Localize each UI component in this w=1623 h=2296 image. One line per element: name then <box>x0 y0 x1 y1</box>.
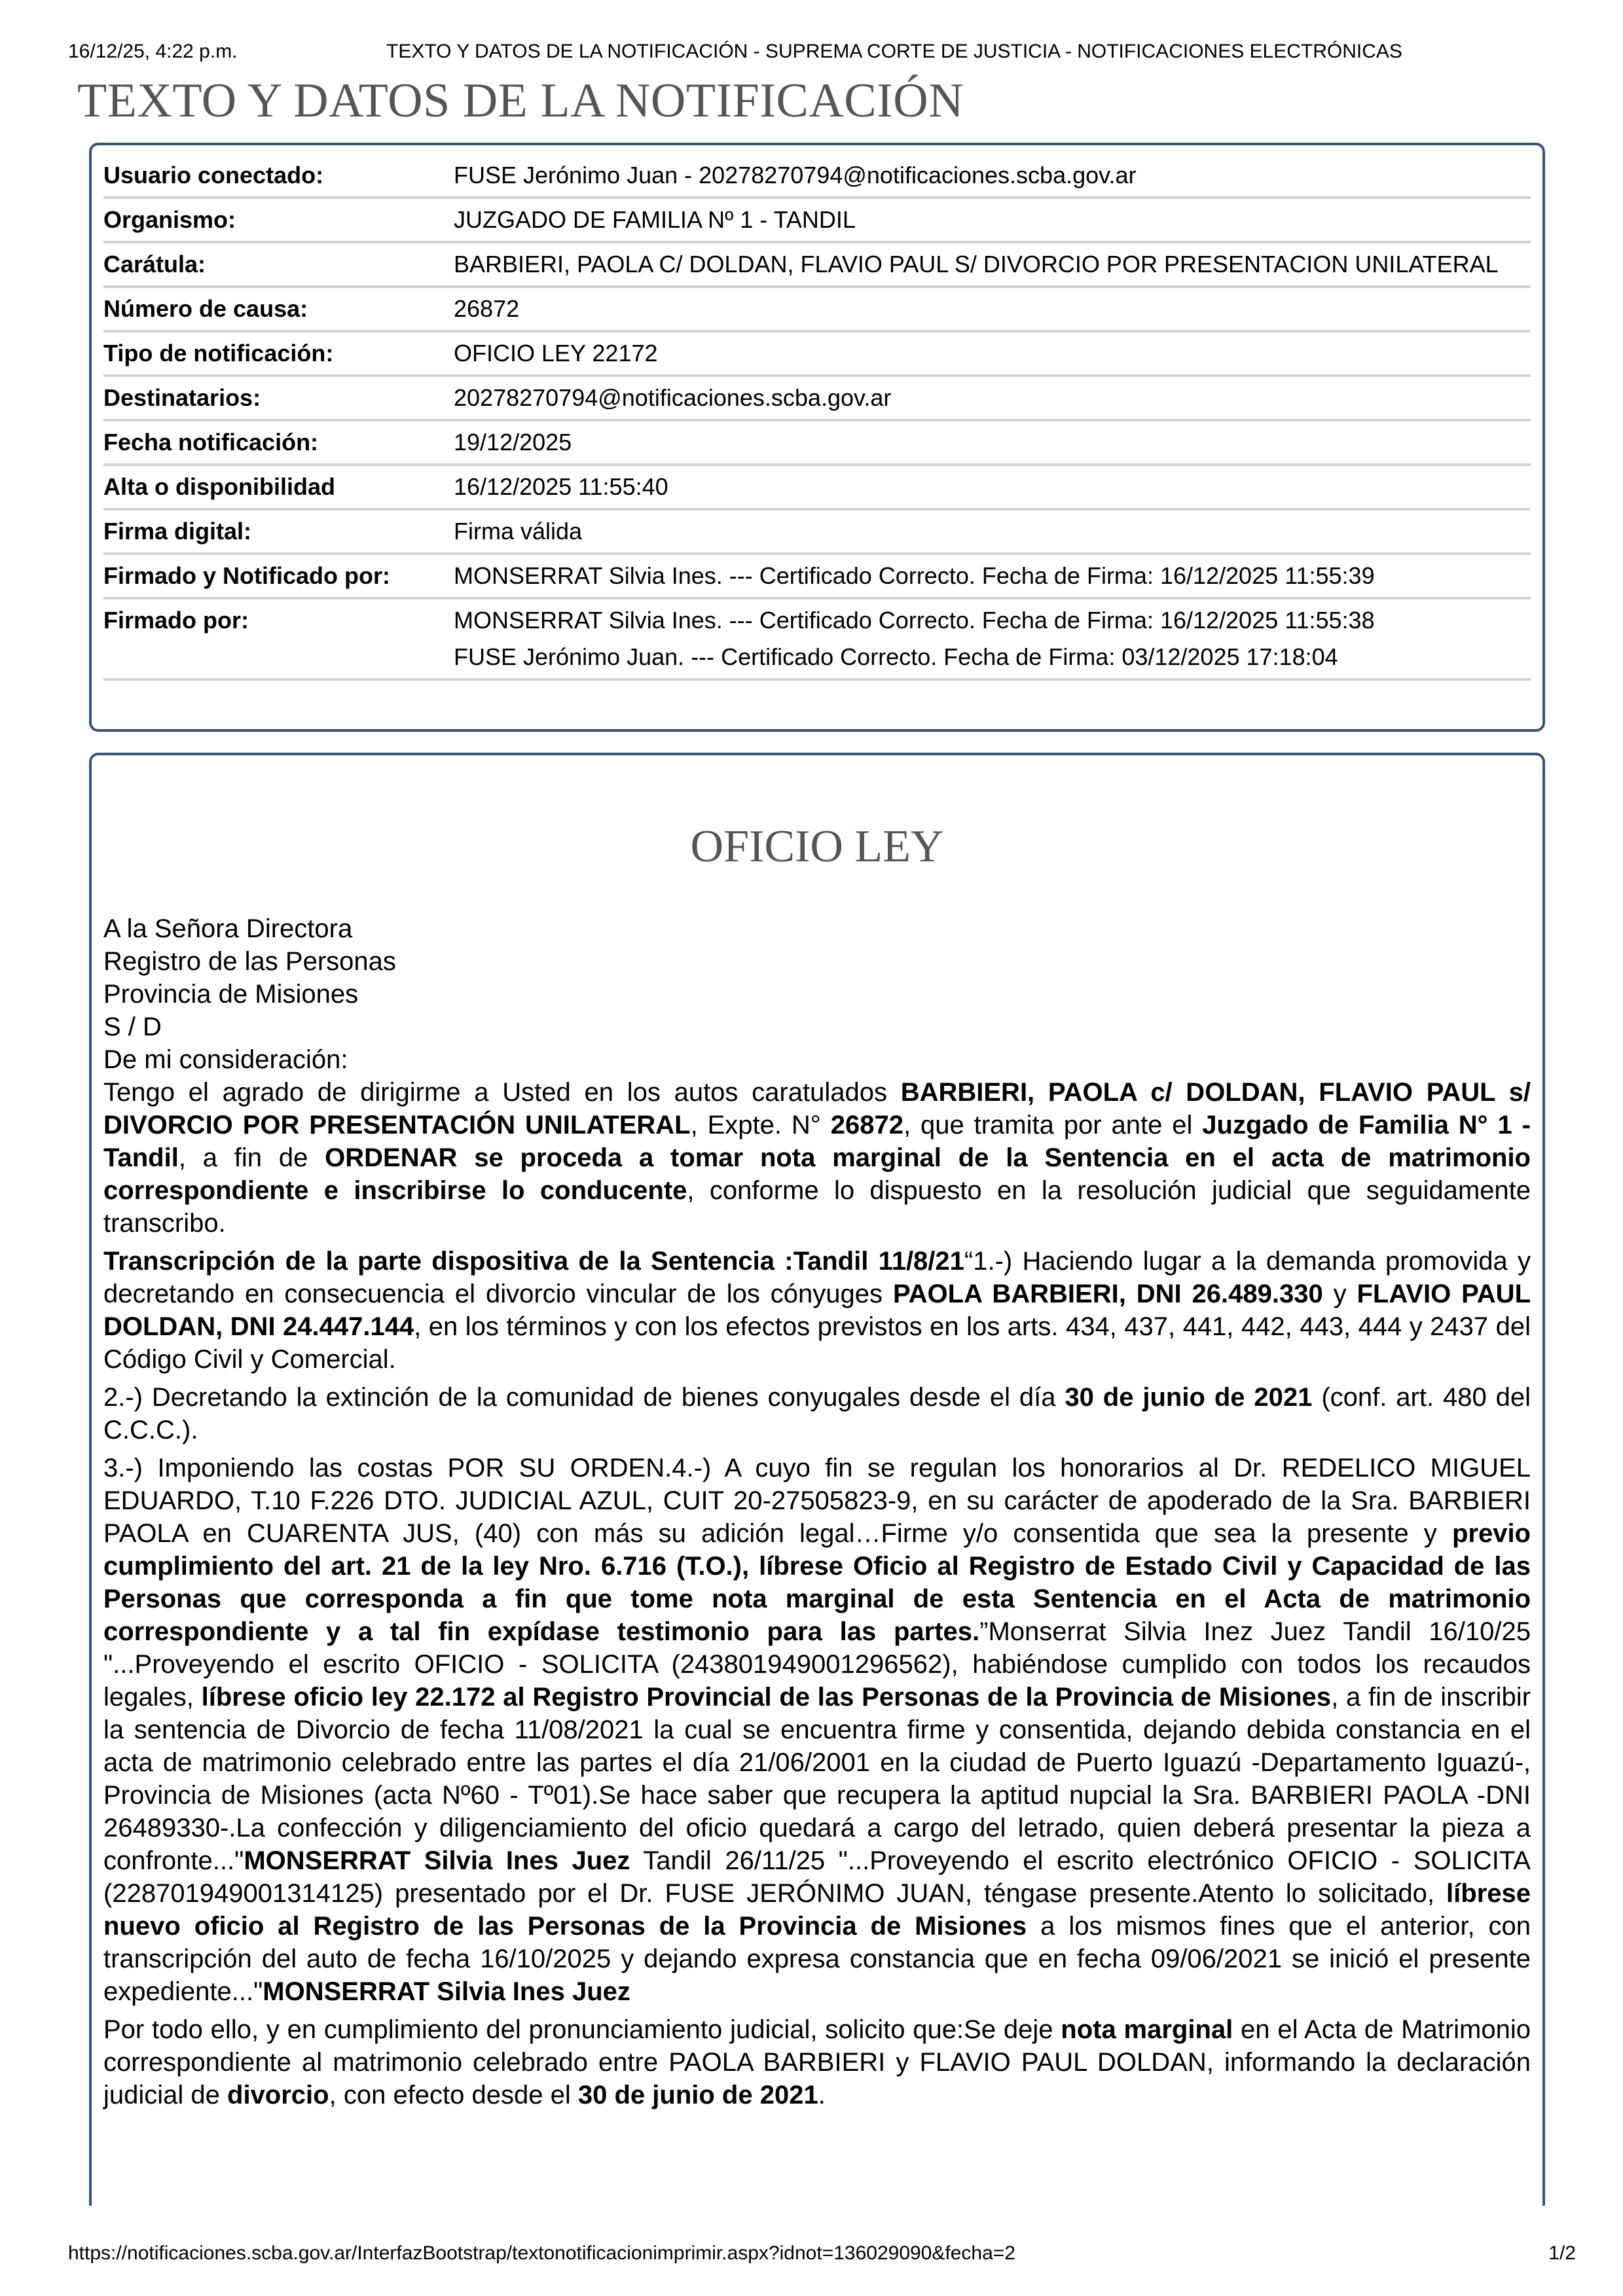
text-run: a los mismos fines que el anterior, con transcripción del auto de fecha 16/10/2025 y dejando expresa constancia que en fecha 09/06/2021 se inició el presente expediente..." <box>103 1912 1531 2006</box>
text-run: ”Monserrat Silvia Inez Juez Tandil 16/10/25 "...Proveyendo el escrito OFICIO - SOLICITA (243801949001296562), habiéndose cumplido con todos los recaudos legales, <box>103 1617 1531 1712</box>
bold-run: 30 de junio de 2021 <box>577 2081 818 2109</box>
text-run: en el Acta de Matrimonio correspondiente al matrimonio celebrado entre PAOLA BARBIERI y FLAVIO PAUL DOLDAN, informando la declaración judicial de <box>103 2015 1531 2109</box>
print-page-title: TEXTO Y DATOS DE LA NOTIFICACIÓN - SUPREMA CORTE DE JUSTICIA - NOTIFICACIONES ELECTRÓNICAS <box>386 41 1402 62</box>
text-run: , que tramita por ante el <box>903 1111 1203 1139</box>
text-run: , a fin de <box>178 1143 325 1172</box>
info-row-alta <box>103 465 1531 509</box>
oficio-title: OFICIO LEY <box>690 821 944 872</box>
signer-1: MONSERRAT Silvia Ines. --- Certificado Correcto. Fecha de Firma: 16/12/2025 11:55:38 <box>454 607 1375 634</box>
bold-run: nota marginal <box>1061 2015 1233 2044</box>
text-run: , en los términos y con los efectos previstos en los arts. 434, 437, 441, 442, 443, 444 y 2437 del Código Civil y Comercial. <box>103 1312 1531 1374</box>
text-run: , con efecto desde el <box>329 2081 578 2109</box>
text-run: , a fin de inscribir la sentencia de Divorcio de fecha 11/08/2021 la cual se encuentra firme y consentida, dejando debida constancia en el acta de matrimonio celebrado entre las partes el día 21/06/2001 en la ciudad de Puerto Iguazú -Departamento Iguazú-, Provincia de Misiones (acta Nº60 - Tº01).Se hace saber que recupera la aptitud nupcial la Sra. BARBIERI PAOLA -DNI 26489330-.La confección y diligenciamiento del oficio quedará a cargo del letrado, quien deberá presentar la pieza a confronte..." <box>103 1683 1531 1875</box>
text-run: y <box>1322 1280 1357 1308</box>
oficio-body <box>103 1076 1531 2111</box>
bold-run: MONSERRAT Silvia Ines Juez <box>244 1846 630 1875</box>
info-row-fecha-notificacion <box>103 420 1531 465</box>
bold-run: líbrese nuevo oficio al Registro de las Personas de la Provincia de Misiones <box>103 1879 1531 1941</box>
info-row-destinatarios <box>103 376 1531 420</box>
info-value: FUSE Jerónimo Juan - 20278270794@notificaciones.scba.gov.ar <box>454 162 1137 188</box>
info-value: MONSERRAT Silvia Ines. --- Certificado Correcto. Fecha de Firma: 16/12/2025 11:55:39 <box>454 562 1375 589</box>
notification-info-card <box>89 143 1545 732</box>
signer-2: FUSE Jerónimo Juan. --- Certificado Correcto. Fecha de Firma: 03/12/2025 17:18:04 <box>454 643 1338 670</box>
greeting: De mi consideración: <box>103 1045 348 1074</box>
text-run: (conf. art. 480 del C.C.C.). <box>103 1383 1531 1444</box>
info-label: Número de causa: <box>103 295 308 322</box>
page-title: TEXTO Y DATOS DE LA NOTIFICACIÓN <box>77 74 964 128</box>
addressee-line: A la Señora Directora <box>103 914 353 943</box>
info-label: Tipo de notificación: <box>103 340 334 367</box>
text-run: . <box>818 2081 826 2109</box>
info-value: 26872 <box>454 295 520 322</box>
print-datetime: 16/12/25, 4:22 p.m. <box>68 41 238 62</box>
text-run: 3.-) Imponiendo las costas POR SU ORDEN.4.-) A cuyo fin se regulan los honorarios al Dr. REDELICO MIGUEL EDUARDO, T.10 F.226 DTO. JUDICIAL AZUL, CUIT 20-27505823-9, en su carácter de apoderado de la Sra. BARBIERI PAOLA en CUARENTA JUS, (40) con más su adición legal…Firme y/o consentida que sea la presente y <box>103 1454 1531 1548</box>
info-value: 20278270794@notificaciones.scba.gov.ar <box>454 384 892 411</box>
page-url: https://notificaciones.scba.gov.ar/InterfazBootstrap/textonotificacionimprimir.aspx?idnot=136029090&fecha=2 <box>68 2242 1015 2264</box>
paragraph-solicitud <box>103 2013 1531 2111</box>
info-label: Destinatarios: <box>103 384 261 411</box>
info-value: 19/12/2025 <box>454 429 572 456</box>
info-row-tipo-notificacion <box>103 331 1531 376</box>
addressee-line: Provincia de Misiones <box>103 980 359 1009</box>
notification-info-table <box>103 154 1531 681</box>
info-row-organismo <box>103 198 1531 242</box>
info-label: Firmado y Notificado por: <box>103 562 391 589</box>
bold-run: PAOLA BARBIERI, DNI 26.489.330 <box>892 1280 1323 1308</box>
info-row-numero-causa <box>103 287 1531 331</box>
bold-run: BARBIERI, PAOLA c/ DOLDAN, FLAVIO PAUL s/ DIVORCIO POR PRESENTACIÓN UNILATERAL <box>103 1078 1531 1139</box>
bold-run: 26872 <box>830 1111 903 1139</box>
bold-run: Transcripción de la parte dispositiva de la Sentencia :Tandil 11/8/21 <box>103 1247 964 1276</box>
oficio-card <box>89 753 1545 2206</box>
info-row-usuario <box>103 154 1531 198</box>
text-run: Tandil 26/11/25 "...Proveyendo el escrito electrónico OFICIO - SOLICITA (228701949001314125) presentado por el Dr. FUSE JERÓNIMO JUAN, téngase presente.Atento lo solicitado, <box>103 1846 1531 1908</box>
bold-run: 30 de junio de 2021 <box>1065 1383 1313 1412</box>
info-label: Carátula: <box>103 251 206 278</box>
info-row-firmado-por <box>103 598 1531 679</box>
text-run: Por todo ello, y en cumplimiento del pronunciamiento judicial, solicito que:Se deje <box>103 2015 1061 2044</box>
bold-run: ORDENAR se proceda a tomar nota marginal de la Sentencia en el acta de matrimonio correspondiente e inscribirse lo conducente <box>103 1143 1531 1205</box>
info-value: OFICIO LEY 22172 <box>454 340 658 367</box>
info-label: Fecha notificación: <box>103 429 319 456</box>
bold-run: MONSERRAT Silvia Ines Juez <box>263 1977 630 2006</box>
bold-run: FLAVIO PAUL DOLDAN, DNI 24.447.144 <box>103 1280 1531 1341</box>
info-value: BARBIERI, PAOLA C/ DOLDAN, FLAVIO PAUL S/ DIVORCIO POR PRESENTACION UNILATERAL <box>454 251 1499 278</box>
page-number: 1/2 <box>1548 2242 1576 2264</box>
info-value: Firma válida <box>454 518 583 545</box>
bold-run: líbrese oficio ley 22.172 al Registro Provincial de las Personas de la Provincia de Misiones <box>201 1683 1332 1712</box>
bold-run: divorcio <box>227 2081 329 2109</box>
info-row-caratula <box>103 242 1531 287</box>
paragraph-sentencia-3 <box>103 1452 1531 2008</box>
info-label: Alta o disponibilidad <box>103 473 335 500</box>
info-value: JUZGADO DE FAMILIA Nº 1 - TANDIL <box>454 206 856 233</box>
text-run: “1.-) Haciendo lugar a la demanda promovida y decretando en consecuencia el divorcio vincular de los cónyuges <box>103 1247 1531 1308</box>
paragraph-sentencia-2 <box>103 1381 1531 1446</box>
info-row-firma-digital <box>103 509 1531 554</box>
info-value <box>454 598 1531 679</box>
bold-run: Juzgado de Familia N° 1 - Tandil <box>103 1111 1531 1172</box>
text-run: , conforme lo dispuesto en la resolución judicial que seguidamente transcribo. <box>103 1176 1531 1238</box>
info-value: 16/12/2025 11:55:40 <box>454 473 668 500</box>
paragraph-intro <box>103 1076 1531 1240</box>
info-row-firmado-notificado <box>103 554 1531 598</box>
info-label: Firma digital: <box>103 518 252 545</box>
addressee-line: S / D <box>103 1013 162 1041</box>
text-run: , Expte. N° <box>690 1111 831 1139</box>
text-run: 2.-) Decretando la extinción de la comunidad de bienes conyugales desde el día <box>103 1383 1065 1412</box>
bold-run: previo cumplimiento del art. 21 de la ley Nro. 6.716 (T.O.), líbrese Oficio al Registro de Estado Civil y Capacidad de las Personas que corresponda a fin que tome nota marginal de esta Sentencia en el Acta de matrimonio correspondiente y a tal fin expídase testimonio para las partes. <box>103 1519 1531 1646</box>
addressee-line: Registro de las Personas <box>103 947 396 976</box>
info-label: Organismo: <box>103 206 236 233</box>
info-label: Usuario conectado: <box>103 162 324 188</box>
paragraph-sentencia-1 <box>103 1245 1531 1376</box>
addressee-block <box>103 912 1531 1076</box>
text-run: Tengo el agrado de dirigirme a Usted en los autos caratulados <box>103 1078 901 1107</box>
info-label: Firmado por: <box>103 607 249 634</box>
